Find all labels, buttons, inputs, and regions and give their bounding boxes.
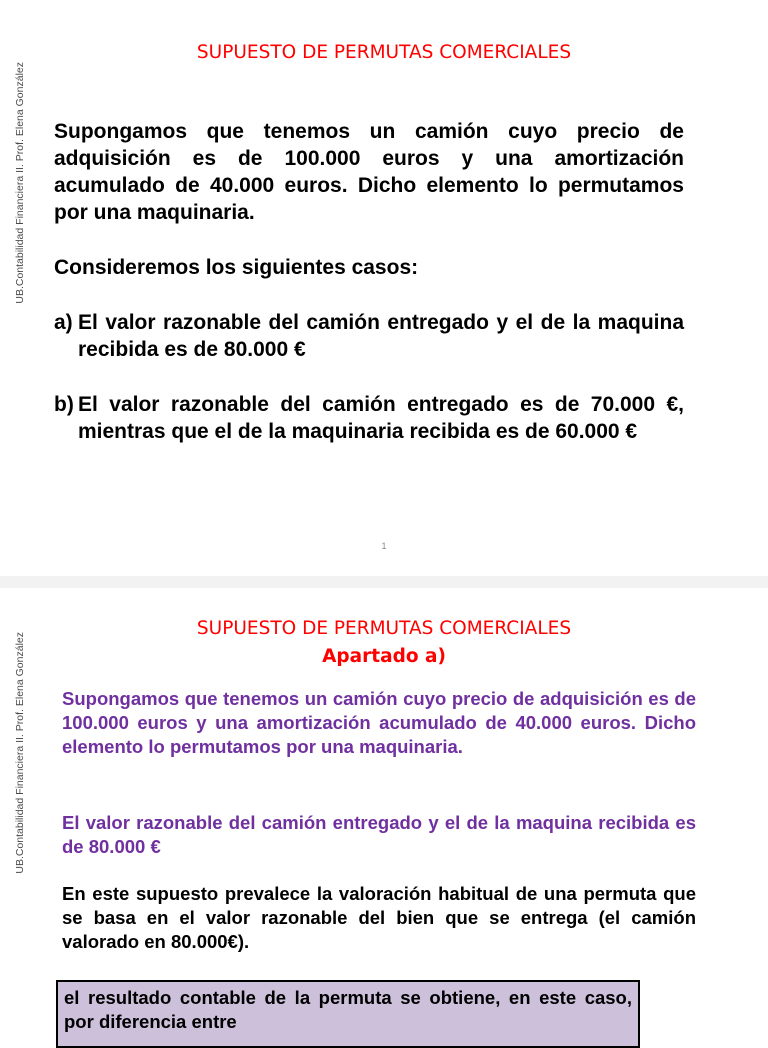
intro-paragraph: Supongamos que tenemos un camión cuyo precio de adquisición es de 100.000 euros y una amortización acumulado de 40.000 euros. Dicho elemento lo permutamos por una maquinaria. [62,688,696,757]
case-b-marker: b) [54,393,74,416]
slide-title: SUPUESTO DE PERMUTAS COMERCIALES [196,42,572,63]
case-b-text: El valor razonable del camión entregado es de 70.000 €, mientras que el de la maquinaria recibida es de 60.000 € [78,393,684,443]
slide-subtitle: Apartado a) [322,646,446,667]
explanation-paragraph: En este supuesto prevalece la valoración habitual de una permuta que se basa en el valor razonable del bien que se entrega (el camión valorado en 80.000€). [62,883,696,952]
page-number: 1 [381,541,387,551]
case-paragraph: El valor razonable del camión entregado y el de la maquina recibida es de 80.000 € [62,812,696,857]
cases-heading: Consideremos los siguientes casos: [54,256,419,279]
slide-separator [0,576,768,588]
slide-title: SUPUESTO DE PERMUTAS COMERCIALES [196,618,572,639]
side-credit: UB.Contabilidad Financiera II. Prof. Elena González [14,632,26,874]
case-a-text: El valor razonable del camión entregado y el de la maquina recibida es de 80.000 € [78,311,684,361]
case-b [54,391,684,445]
side-credit: UB.Contabilidad Financiera II. Prof. Elena González [14,62,26,304]
case-a [54,309,684,363]
intro-paragraph: Supongamos que tenemos un camión cuyo precio de adquisición es de 100.000 euros y una amortización acumulado de 40.000 euros. Dicho elemento lo permutamos por una maquinaria. [54,120,684,224]
case-a-marker: a) [54,311,73,334]
highlight-box: el resultado contable de la permuta se obtiene, en este caso, por diferencia entre [56,980,640,1048]
slide-2 [0,588,768,1032]
